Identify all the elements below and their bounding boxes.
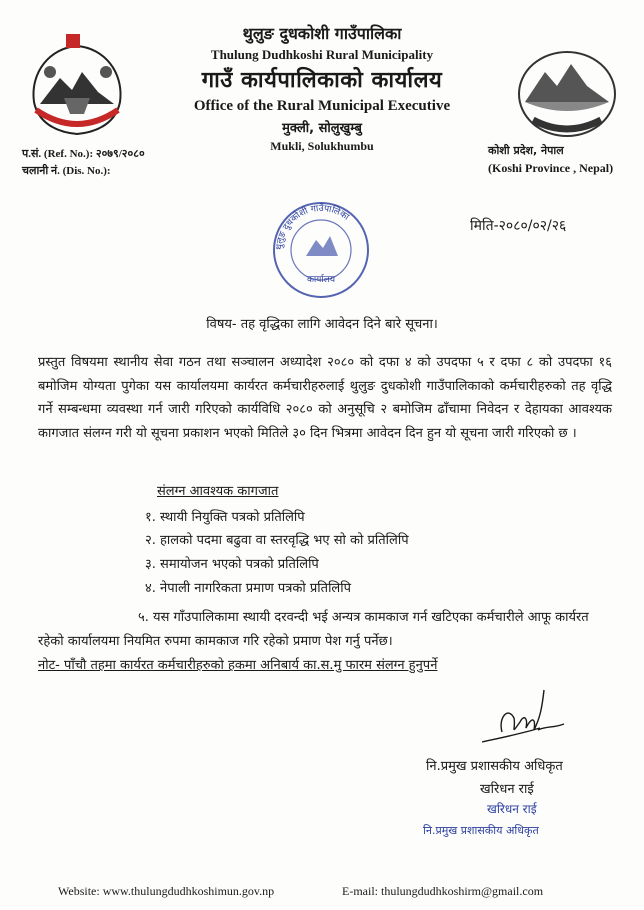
letter-date: मिति-२०८०/०२/२६ — [470, 218, 567, 234]
signature-icon — [480, 688, 566, 748]
attachment-item: २. हालको पदमा बढुवा वा स्तरवृद्धि भए सो को प्रतिलिपि — [145, 533, 409, 548]
stamp-text-bottom: कार्यालय — [306, 275, 336, 285]
province-np: कोशी प्रदेश, नेपाल — [488, 144, 564, 157]
note-text: नोट- पाँचौ तहमा कार्यरत कर्मचारीहरुको हकमा अनिबार्य का.स.मु फारम संलग्न हुनुपर्ने — [38, 658, 438, 673]
office-stamp-icon — [268, 198, 374, 302]
notice-body: प्रस्तुत विषयमा स्थानीय सेवा गठन तथा सञ्चालन अध्यादेश २०८० को दफा ४ को उपदफा ५ र दफा ८ को उपदफा १६ बमोजिम योग्यता पुगेका यस कार्यालयमा कार्यरत कर्मचारीहरुलाई थुलुङ दुधकोशी गाउँपालिकाको कर्मचारीहरुको तह वृद्धि गर्ने सम्बन्धमा व्यवस्था गर्न जारी गरिएको कार्यविधि २०८० को अनुसूचि २ बमोजिम ढाँचामा निवेदन र देहायका आवश्यक कागजात संलग्न गरी यो सूचना प्रकाशन भएको मितिले ३० दिन भित्रमा आवेदन दिन हुन यो सूचना जारी गरिएको छ । — [38, 355, 612, 441]
header-address-en: Mukli, Solukhumbu — [270, 139, 374, 153]
header-municipality-name-np: थुलुङ दुधकोशी गाउँपालिका — [242, 24, 402, 43]
header-address-np: मुक्ली, सोलुखुम्बु — [282, 121, 362, 136]
dispatch-number: चलानी नं. (Dis. No.): — [22, 165, 111, 177]
reference-number: प.सं. (Ref. No.): २०७९/२०८० — [22, 148, 145, 160]
attachment-item: ४. नेपाली नागरिकता प्रमाण पत्रको प्रतिलिपि — [145, 581, 352, 596]
footer-email: E-mail: thulungdudhkoshirm@gmail.com — [342, 884, 544, 898]
province-en: (Koshi Province , Nepal) — [488, 161, 614, 175]
stamp-text-arc: थुलुङ दुधकोशी गाउँपालिका — [274, 203, 351, 251]
stamp-signatory-name: खरिधन राई — [487, 802, 537, 816]
attachments-heading: संलग्न आवश्यक कागजात — [157, 484, 279, 499]
letter-subject: विषय- तह वृद्धिका लागि आवेदन दिने बारे सूचना। — [206, 317, 438, 332]
signatory-name: खरिधन राई — [480, 782, 534, 797]
header-municipality-name-en: Thulung Dudhkoshi Rural Municipality — [210, 47, 434, 62]
attachment-item: ५. यस गाँउपालिकामा स्थायी दरवन्दी भई अन्यत्र कामकाज गर्न खटिएका कर्मचारीले आफू कार्यरत रहेको कार्यालयमा नियमित रुपमा कामकाज गरि रहेको प्रमाण पेश गर्नु पर्नेछ। — [38, 610, 589, 649]
signatory-title: नि.प्रमुख प्रशासकीय अधिकृत — [426, 759, 563, 774]
stamp-signatory-title: नि.प्रमुख प्रशासकीय अधिकृत — [423, 824, 539, 837]
header-office-name-en: Office of the Rural Municipal Executive — [193, 98, 451, 114]
header-office-name-np: गाउँ कार्यपालिकाको कार्यालय — [201, 68, 443, 93]
attachment-item: ३. समायोजन भएको पत्रको प्रतिलिपि — [145, 557, 319, 572]
attachment-item: १. स्थायी नियुक्ति पत्रको प्रतिलिपि — [145, 510, 305, 525]
footer-website: Website: www.thulungdudhkoshimun.gov.np — [58, 884, 275, 898]
